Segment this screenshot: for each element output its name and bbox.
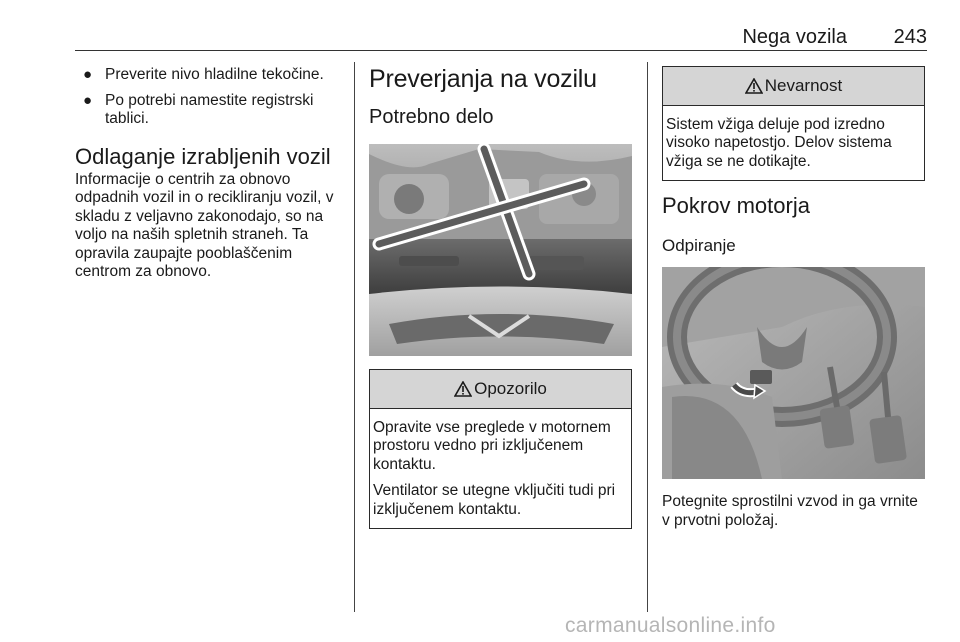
engine-bay-illustration [369, 144, 632, 356]
page-header [75, 22, 927, 51]
warning-box-body [370, 409, 631, 528]
list-item: ● Preverite nivo hladilne tekočine. [83, 66, 324, 83]
danger-text: Sistem vžiga deluje pod izredno visoko napetostjo. Delov sistema vžiga se ne dotikajte. [666, 116, 892, 170]
warning-box-header [370, 370, 631, 409]
column-middle [369, 62, 632, 529]
page-number: 243 [893, 26, 927, 48]
column-right [662, 62, 925, 530]
warning-title: Opozorilo [474, 379, 547, 398]
subheading: Potrebno delo [369, 106, 494, 128]
warning-triangle-icon [745, 78, 763, 94]
column-divider [354, 62, 355, 612]
column-left [75, 62, 340, 281]
danger-title: Nevarnost [764, 76, 843, 95]
page-title: Preverjanja na vozilu [369, 65, 597, 93]
warning-box [369, 369, 632, 529]
warning-triangle-icon [454, 381, 472, 397]
column-divider [647, 62, 648, 612]
warning-text: Opravite vse preglede v motornem prostoru vedno pri izključenem kontaktu. [373, 419, 611, 473]
hood-release-illustration [662, 267, 925, 479]
bullet-list [75, 66, 340, 128]
danger-box [662, 66, 925, 181]
caption: Potegnite sprostilni vzvod in ga vrnite v prvotni položaj. [662, 493, 918, 529]
danger-box-body [663, 106, 924, 180]
list-item: ● Po potrebi namestite registrski tablici. [83, 92, 314, 127]
section-heading: Pokrov motorja [662, 193, 810, 219]
warning-text: Ventilator se utegne vključiti tudi pri izključenem kontaktu. [373, 482, 616, 518]
body-paragraph: Informacije o centrih za obnovo odpadnih vozil in o recikliranju vozil, v skladu z veljavno zakonodajo, so na voljo na naših spletnih straneh. Ta opravila zaupajte pooblaščenim centrom za obnovo. [75, 171, 334, 281]
section-title: Nega vozila [742, 26, 847, 48]
section-heading: Odlaganje izrabljenih vozil [75, 144, 331, 169]
subheading: Odpiranje [662, 236, 736, 256]
danger-box-header [663, 67, 924, 106]
watermark: carmanualsonline.info [565, 614, 776, 637]
